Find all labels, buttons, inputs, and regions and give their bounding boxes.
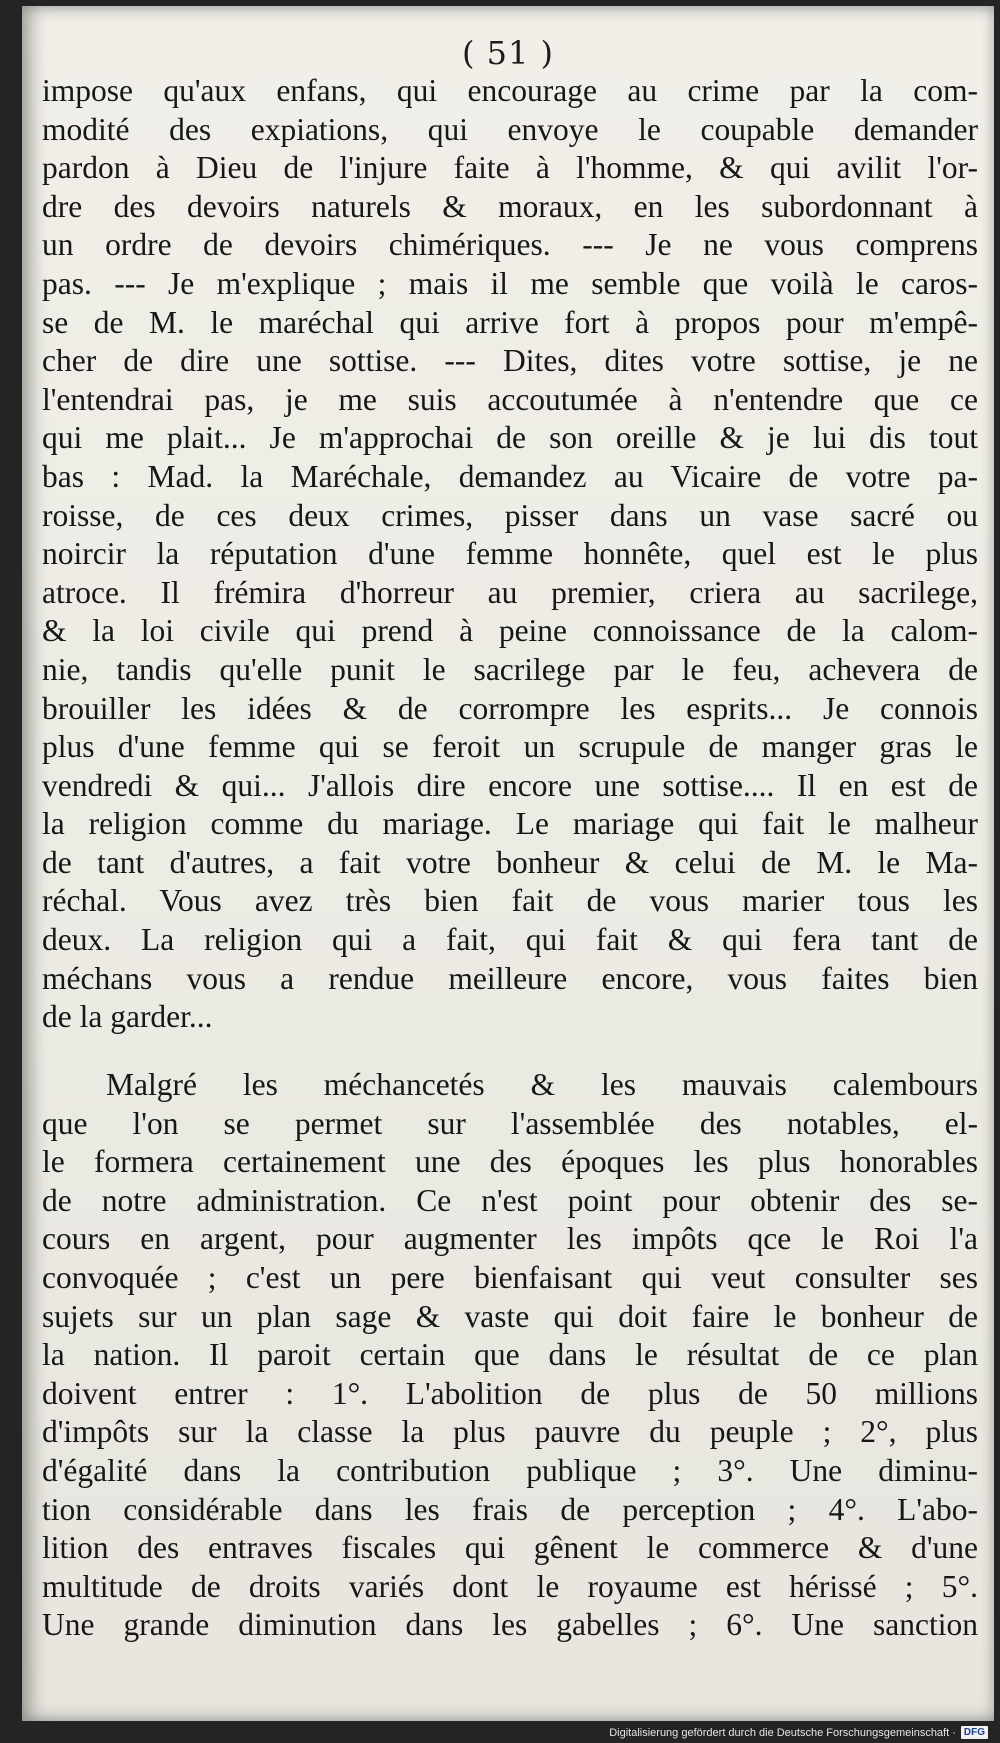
text-line: de notre administration. Ce n'est point pour obtenir des se- [42,1182,978,1218]
dfg-logo-icon: DFG [961,1726,988,1739]
text-line: tion considérable dans les frais de perception ; 4°. L'abo- [42,1491,978,1527]
text-line: & la loi civile qui prend à peine connoissance de la calom- [42,613,978,649]
text-line: se de M. le maréchal qui arrive fort à propos pour m'empê- [42,304,978,340]
text-line: un ordre de devoirs chimériques. --- Je ne vous comprens [42,227,978,263]
text-line: atroce. Il frémira d'horreur au premier, criera au sacrilege, [42,574,978,610]
text-line: sujets sur un plan sage & vaste qui doit faire le bonheur de [42,1298,978,1334]
text-line: impose qu'aux enfans, qui encourage au crime par la com- [42,73,978,108]
text-line: la nation. Il paroit certain que dans le résultat de ce plan [42,1337,978,1373]
text-line: dre des devoirs naturels & moraux, en les subordonnant à [42,188,978,224]
text-line: lition des entraves fiscales qui gênent le commerce & d'une [42,1530,978,1566]
text-line: Malgré les méchancetés & les mauvais calembours [106,1067,978,1102]
text-line: roisse, de ces deux crimes, pisser dans un vase sacré ou [42,497,978,533]
credit-text: Digitalisierung gefördert durch die Deutsche Forschungsgemeinschaft · [609,1726,956,1739]
paragraph-2 [42,1066,978,1645]
text-line: le formera certainement une des époques les plus honorables [42,1144,978,1180]
page-number: ( 51 ) [461,34,555,72]
text-line: modité des expiations, qui envoye le coupable demander [42,111,978,147]
text-line: de tant d'autres, a fait votre bonheur & celui de M. le Ma- [42,844,978,880]
text-line: bas : Mad. la Maréchale, demandez au Vicaire de votre pa- [42,458,978,494]
text-line: cher de dire une sottise. --- Dites, dites votre sottise, je ne [42,343,978,379]
paragraph-1 [42,72,978,1037]
text-line: doivent entrer : 1°. L'abolition de plus de 50 millions [42,1375,978,1411]
text-line: d'égalité dans la contribution publique ; 3°. Une diminu- [42,1452,978,1488]
text-line: brouiller les idées & de corrompre les esprits... Je connois [42,690,978,726]
text-line: noircir la réputation d'une femme honnête, quel est le plus [42,536,978,572]
text-line: d'impôts sur la classe la plus pauvre du peuple ; 2°, plus [42,1414,978,1450]
text-line: méchans vous a rendue meilleure encore, vous faites bien [42,960,978,996]
text-line: la religion comme du mariage. Le mariage qui fait le malheur [42,806,978,842]
text-line: plus d'une femme qui se feroit un scrupule de manger gras le [42,729,978,765]
text-line: pardon à Dieu de l'injure faite à l'homme, & qui avilit l'or- [42,150,978,186]
text-line: que l'on se permet sur l'assemblée des notables, el- [42,1105,978,1141]
text-line: Une grande diminution dans les gabelles ; 6°. Une sanction [42,1607,978,1643]
text-line: réchal. Vous avez très bien fait de vous marier tous les [42,883,978,919]
text-line: deux. La religion qui a fait, qui fait & qui fera tant de [42,922,978,958]
text-line: l'entendrai pas, je me suis accoutumée à n'entendre que ce [42,381,978,417]
text-line: convoquée ; c'est un pere bienfaisant qui veut consulter ses [42,1259,978,1295]
text-line: vendredi & qui... J'allois dire encore une sottise.... Il en est de [42,767,978,803]
digitization-credit [609,1726,988,1739]
text-line: cours en argent, pour augmenter les impôts qce le Roi l'a [42,1221,978,1257]
text-line: nie, tandis qu'elle punit le sacrilege par le feu, achevera de [42,651,978,687]
book-page [22,6,994,1721]
text-line: qui me plait... Je m'approchai de son oreille & je lui dis tout [42,420,978,456]
text-line: pas. --- Je m'explique ; mais il me semble que voilà le caros- [42,265,978,301]
text-line: multitude de droits variés dont le royaume est hérissé ; 5°. [42,1568,978,1604]
text-line: de la garder... [42,999,213,1035]
